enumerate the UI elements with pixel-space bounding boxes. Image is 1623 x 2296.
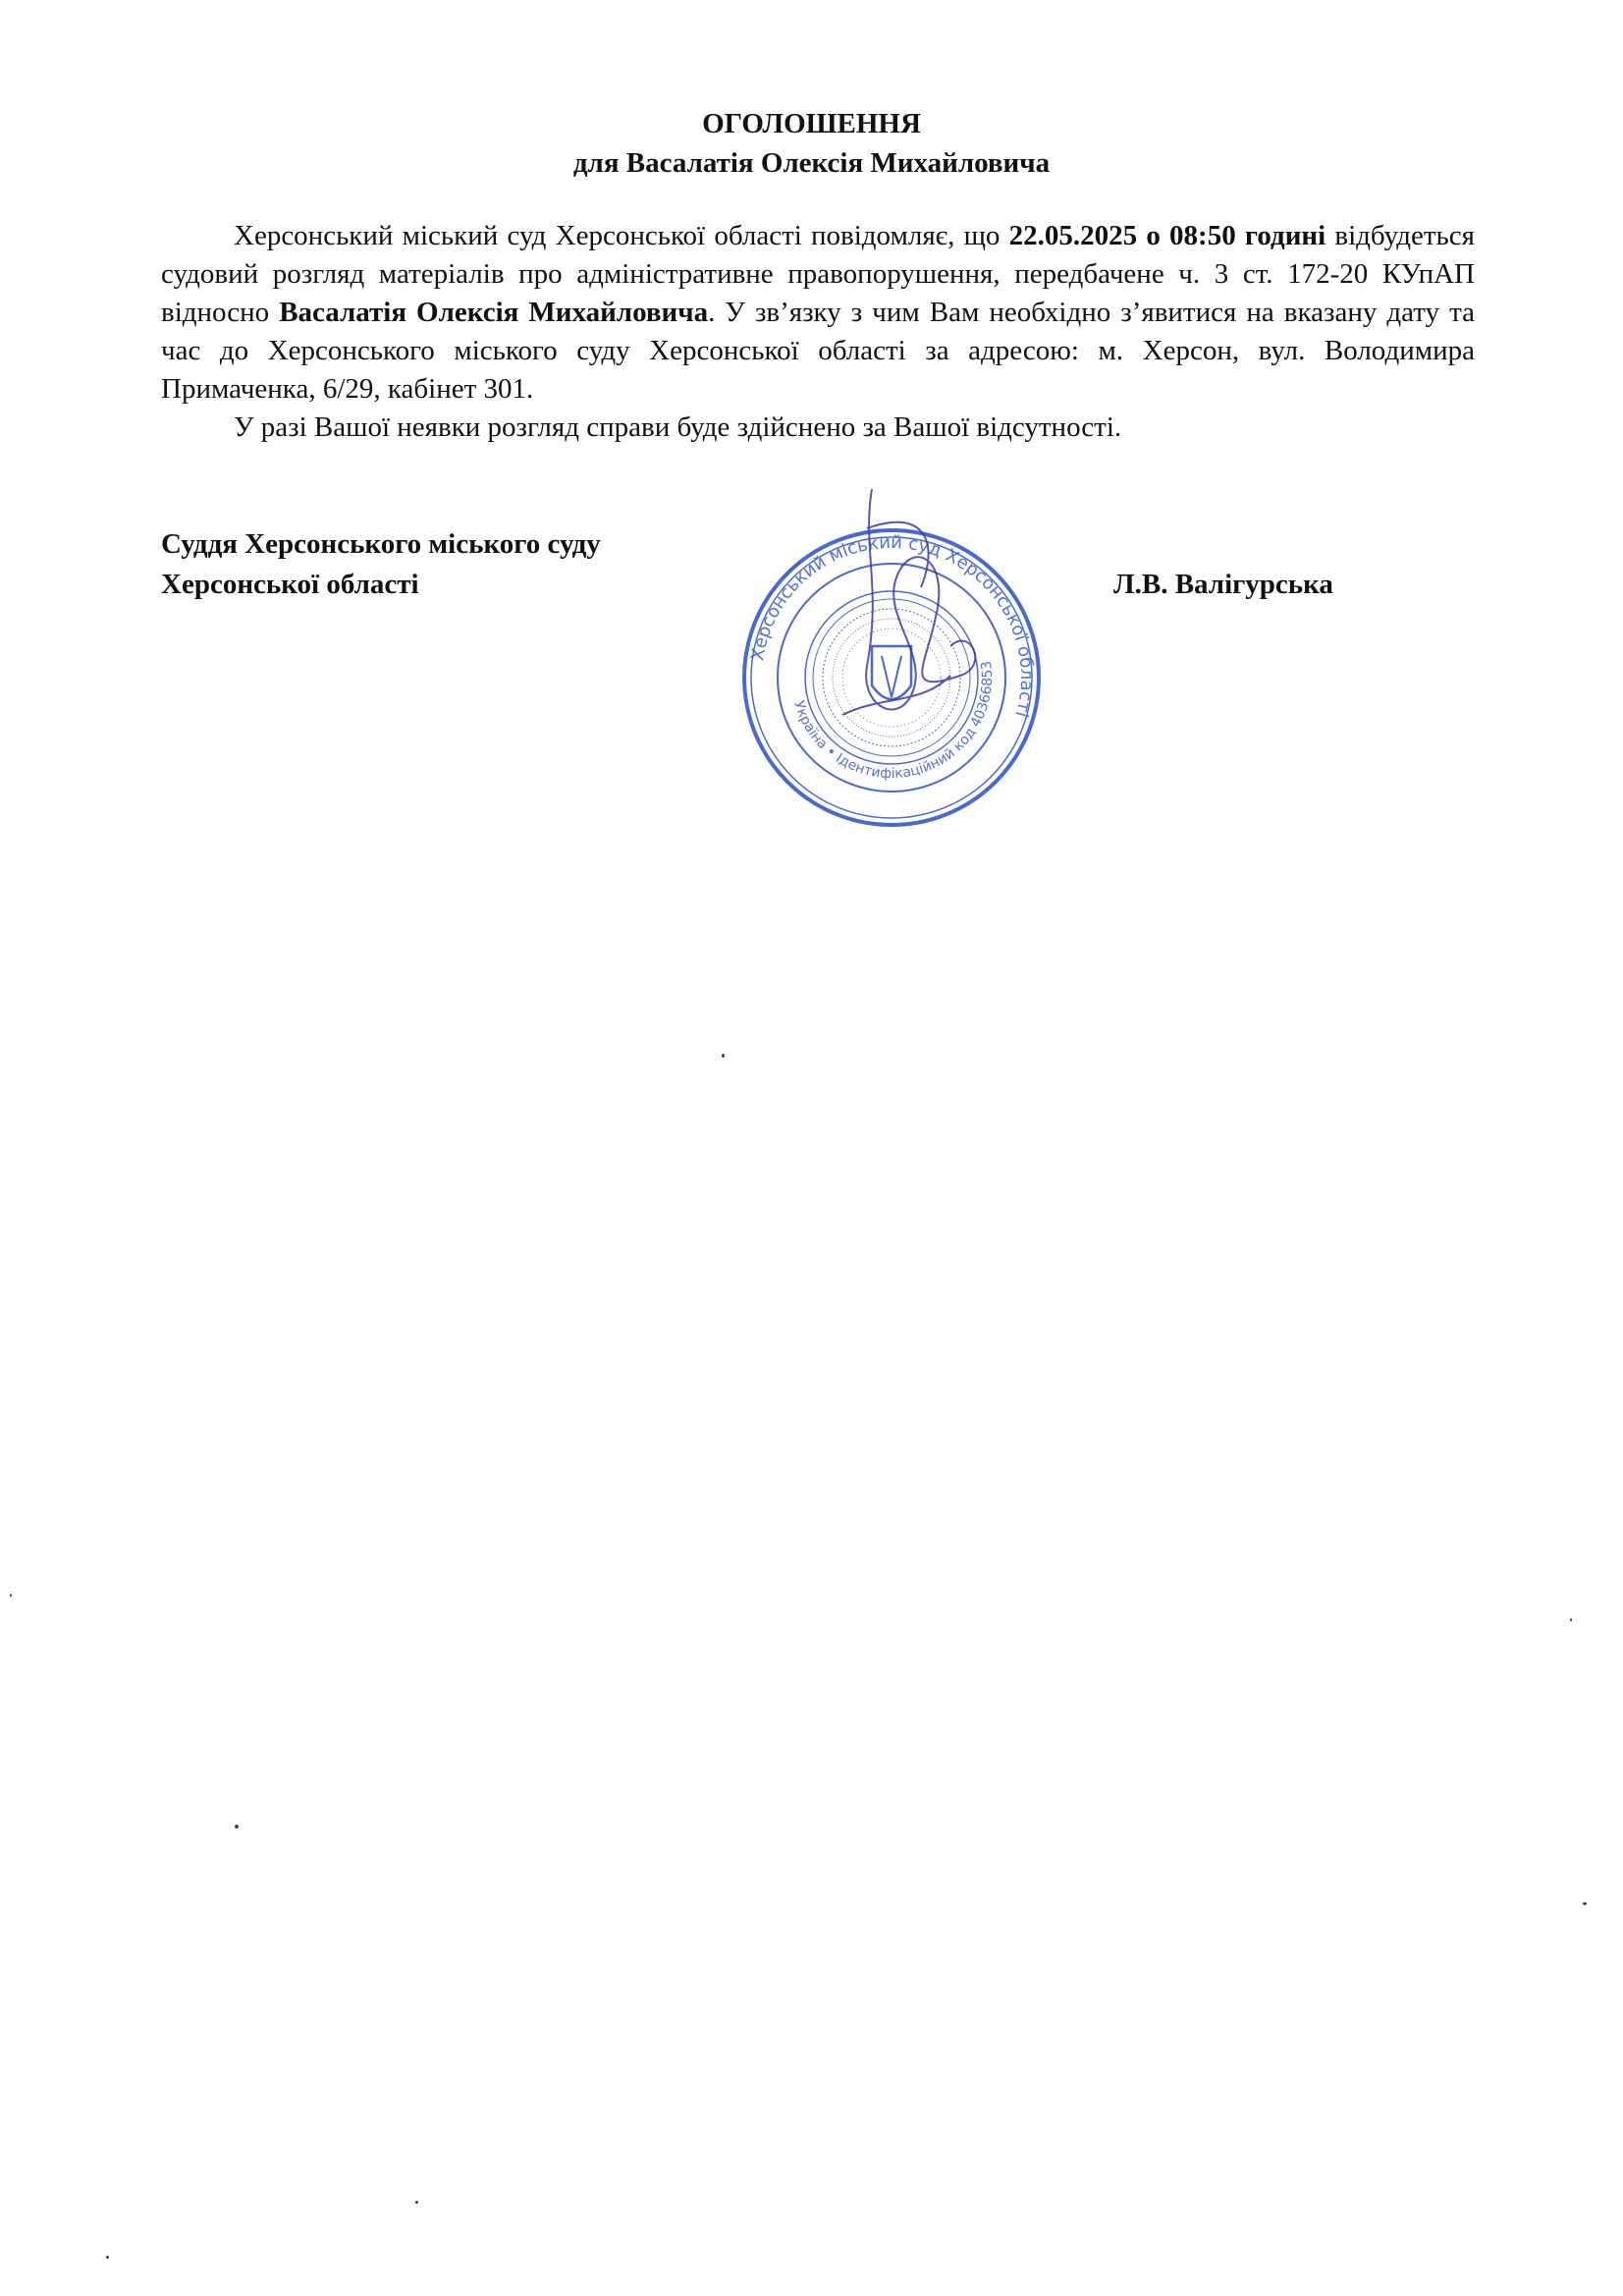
hearing-datetime: 22.05.2025 о 08:50 годині — [1008, 220, 1326, 251]
document-title: ОГОЛОШЕННЯ — [702, 108, 921, 139]
court-seal — [725, 469, 1058, 833]
document-header — [0, 104, 1623, 183]
scan-speck — [722, 1054, 725, 1058]
judge-position — [161, 524, 601, 605]
document-subtitle: для Васалатія Олексія Михайловича — [572, 147, 1051, 179]
scan-speck — [1570, 1618, 1572, 1621]
judge-name: Л.В. Валігурська — [1113, 569, 1333, 600]
defendant-name: Васалатія Олексія Михайловича — [279, 297, 709, 328]
paragraph-notice — [161, 217, 1475, 409]
scan-speck — [1583, 1902, 1587, 1905]
svg-text:Україна • Ідентифікаційний код: Україна • Ідентифікаційний код 40366853 — [790, 659, 997, 783]
document-body — [161, 217, 1475, 447]
scan-speck — [106, 2256, 109, 2259]
court-seal-graphic — [725, 469, 1058, 833]
scan-speck — [10, 1594, 12, 1597]
paragraph-absence-warning: У разі Вашої неявки розгляд справи буде здійснено за Вашої відсутності. — [234, 411, 1122, 443]
scan-speck — [415, 2201, 418, 2204]
notice-text-part: . У зв’язку з чим Вам необхідно з’явитися на вказану дату та час до Херсонського міського суду Херсонської області за адресою: м. Херсон, вул. Володимира Примаченка, 6/29, кабінет 301. — [161, 297, 1476, 405]
notice-text-part: Херсонський міський суд Херсонської області повідомляє, що — [234, 220, 1009, 251]
judge-position-line1: Суддя Херсонського міського суду — [161, 528, 601, 560]
svg-text:Херсонський міський суд Херсон: Херсонський міський суд Херсонської області — [747, 531, 1038, 720]
scan-speck — [235, 1825, 239, 1829]
notice-text-part: відбудеться судовий розгляд матеріалів про адміністративне правопорушення, передбачене ч. 3 ст. 172-20 КУпАП відносно — [161, 220, 1475, 328]
judge-position-line2: Херсонської області — [161, 569, 419, 600]
